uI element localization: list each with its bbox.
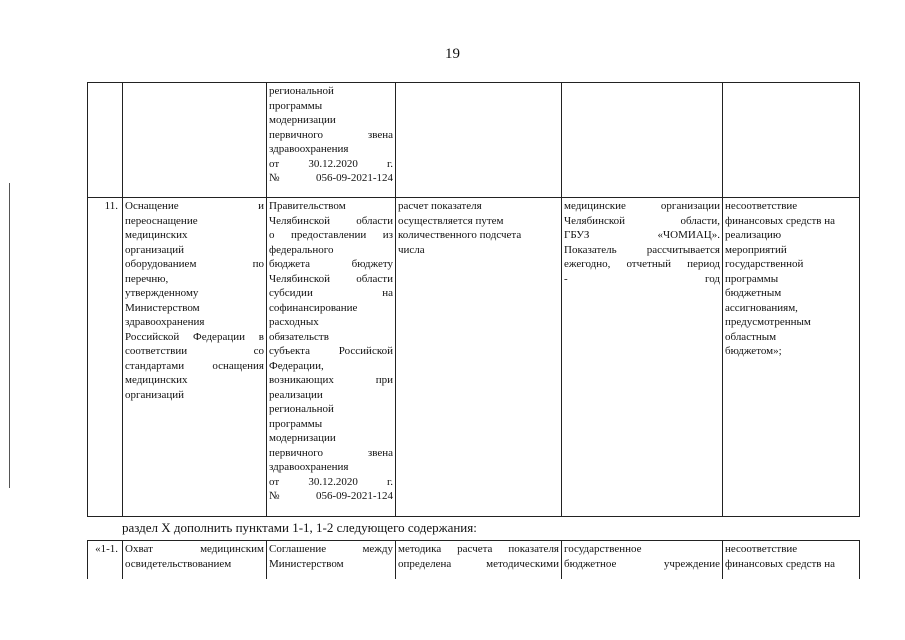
cell-line: о предоставлении из bbox=[269, 229, 393, 241]
cell-line: № 056-09-2021-124 bbox=[269, 172, 393, 184]
cell-line: Челябинской области bbox=[269, 272, 393, 285]
cell-line: организаций bbox=[125, 388, 185, 401]
cell-num bbox=[88, 83, 123, 198]
cell-line: программы bbox=[725, 272, 779, 285]
cell-line: программы bbox=[269, 417, 323, 430]
cell-line: первичного звена bbox=[269, 128, 393, 141]
cell-line: - год bbox=[564, 272, 720, 285]
cell-risk bbox=[723, 198, 860, 517]
cell-line: бюджетом»; bbox=[725, 345, 782, 357]
cell-line: ежегодно, отчетный период bbox=[564, 258, 720, 270]
cell-line: расчет показателя bbox=[398, 200, 482, 212]
cell-risk bbox=[723, 541, 860, 579]
cell-line: финансовых средств на bbox=[725, 214, 836, 227]
cell-line: государственной bbox=[725, 258, 804, 270]
cell-line: Охват медицинским bbox=[125, 543, 264, 555]
cell-line: здравоохранения bbox=[269, 461, 349, 473]
cell-line: несоответствие bbox=[725, 200, 798, 212]
cell-line: числа bbox=[398, 243, 425, 256]
cell-line: региональной bbox=[269, 85, 334, 97]
cell-line: Министерством bbox=[269, 557, 344, 570]
cell-line: оборудованием по bbox=[125, 258, 264, 270]
cell-line: модернизации bbox=[269, 432, 336, 444]
cell-line: здравоохранения bbox=[269, 143, 349, 155]
cell-line: освидетельствованием bbox=[125, 557, 232, 570]
cell-name bbox=[123, 541, 267, 579]
cell-line: обязательств bbox=[269, 330, 329, 343]
indicator-table bbox=[87, 82, 860, 517]
cell-method bbox=[396, 198, 562, 517]
cell-line: областным bbox=[725, 330, 777, 343]
cell-line: реализацию bbox=[725, 229, 782, 241]
cell-basis bbox=[267, 83, 396, 198]
cell-line: количественного подсчета bbox=[398, 229, 522, 241]
cell-line: медицинских bbox=[125, 229, 188, 241]
cell-line: здравоохранения bbox=[125, 316, 205, 328]
cell-basis bbox=[267, 198, 396, 517]
row-number: «1-1. bbox=[88, 541, 123, 579]
cell-line: программы bbox=[269, 99, 323, 112]
cell-line: государственное bbox=[564, 543, 642, 555]
cell-line: мероприятий bbox=[725, 243, 787, 256]
cell-line: определена методическими bbox=[398, 557, 559, 570]
cell-line: Челябинской области bbox=[269, 214, 393, 227]
indicator-table-2 bbox=[87, 540, 860, 579]
cell-source bbox=[562, 83, 723, 198]
cell-line: региональной bbox=[269, 403, 334, 415]
section-text: раздел X дополнить пунктами 1-1, 1-2 следующего содержания: bbox=[122, 520, 477, 535]
cell-line: субъекта Российской bbox=[269, 345, 393, 357]
cell-line: организаций bbox=[125, 243, 185, 256]
cell-risk bbox=[723, 83, 860, 198]
cell-name bbox=[123, 198, 267, 517]
cell-line: от 30.12.2020 г. bbox=[269, 157, 393, 170]
cell-line: Челябинской области, bbox=[564, 214, 720, 227]
cell-line: несоответствие bbox=[725, 543, 798, 555]
cell-line: от 30.12.2020 г. bbox=[269, 475, 393, 488]
cell-line: методика расчета показателя bbox=[398, 543, 559, 555]
cell-line: Оснащение и bbox=[125, 200, 264, 212]
cell-line: предусмотренным bbox=[725, 316, 811, 328]
row-number: 11. bbox=[88, 198, 123, 517]
scan-margin-line bbox=[9, 183, 10, 488]
cell-method bbox=[396, 541, 562, 579]
cell-line: ассигнованиям, bbox=[725, 301, 798, 314]
cell-line: Показатель рассчитывается bbox=[564, 243, 720, 256]
cell-line: осуществляется путем bbox=[398, 214, 504, 227]
cell-line: стандартами оснащения bbox=[125, 359, 264, 372]
cell-line: федерального bbox=[269, 243, 334, 256]
cell-line: бюджетное учреждение bbox=[564, 557, 720, 570]
cell-line: бюджета бюджету bbox=[269, 258, 393, 270]
cell-line: модернизации bbox=[269, 114, 336, 126]
cell-line: реализации bbox=[269, 388, 323, 401]
cell-line: Федерации, bbox=[269, 359, 324, 372]
cell-basis bbox=[267, 541, 396, 579]
cell-line: ГБУЗ «ЧОМИАЦ». bbox=[564, 229, 720, 241]
page-number: 19 bbox=[445, 46, 460, 62]
cell-line: Правительством bbox=[269, 200, 346, 212]
cell-method bbox=[396, 83, 562, 198]
cell-line: утвержденному bbox=[125, 287, 199, 299]
cell-line: соответствии со bbox=[125, 345, 264, 357]
cell-line: переоснащение bbox=[125, 214, 198, 227]
cell-line: Министерством bbox=[125, 301, 200, 314]
cell-line: перечню, bbox=[125, 272, 169, 285]
cell-line: субсидии на bbox=[269, 287, 393, 299]
cell-line: Соглашение между bbox=[269, 543, 393, 555]
cell-name bbox=[123, 83, 267, 198]
cell-line: медицинские организации bbox=[564, 200, 720, 212]
table-row-11 bbox=[88, 198, 860, 517]
cell-line: софинансирование bbox=[269, 301, 358, 314]
cell-line: № 056-09-2021-124 bbox=[269, 490, 393, 502]
table-row-continued bbox=[88, 83, 860, 198]
cell-line: первичного звена bbox=[269, 446, 393, 459]
cell-line: финансовых средств на bbox=[725, 557, 836, 570]
cell-source bbox=[562, 541, 723, 579]
table-row-1-1 bbox=[88, 541, 860, 579]
cell-line: расходных bbox=[269, 316, 319, 328]
cell-line: Российской Федерации в bbox=[125, 330, 264, 343]
cell-source bbox=[562, 198, 723, 517]
cell-line: возникающих при bbox=[269, 374, 393, 386]
cell-line: медицинских bbox=[125, 374, 188, 386]
cell-line: бюджетным bbox=[725, 287, 782, 299]
